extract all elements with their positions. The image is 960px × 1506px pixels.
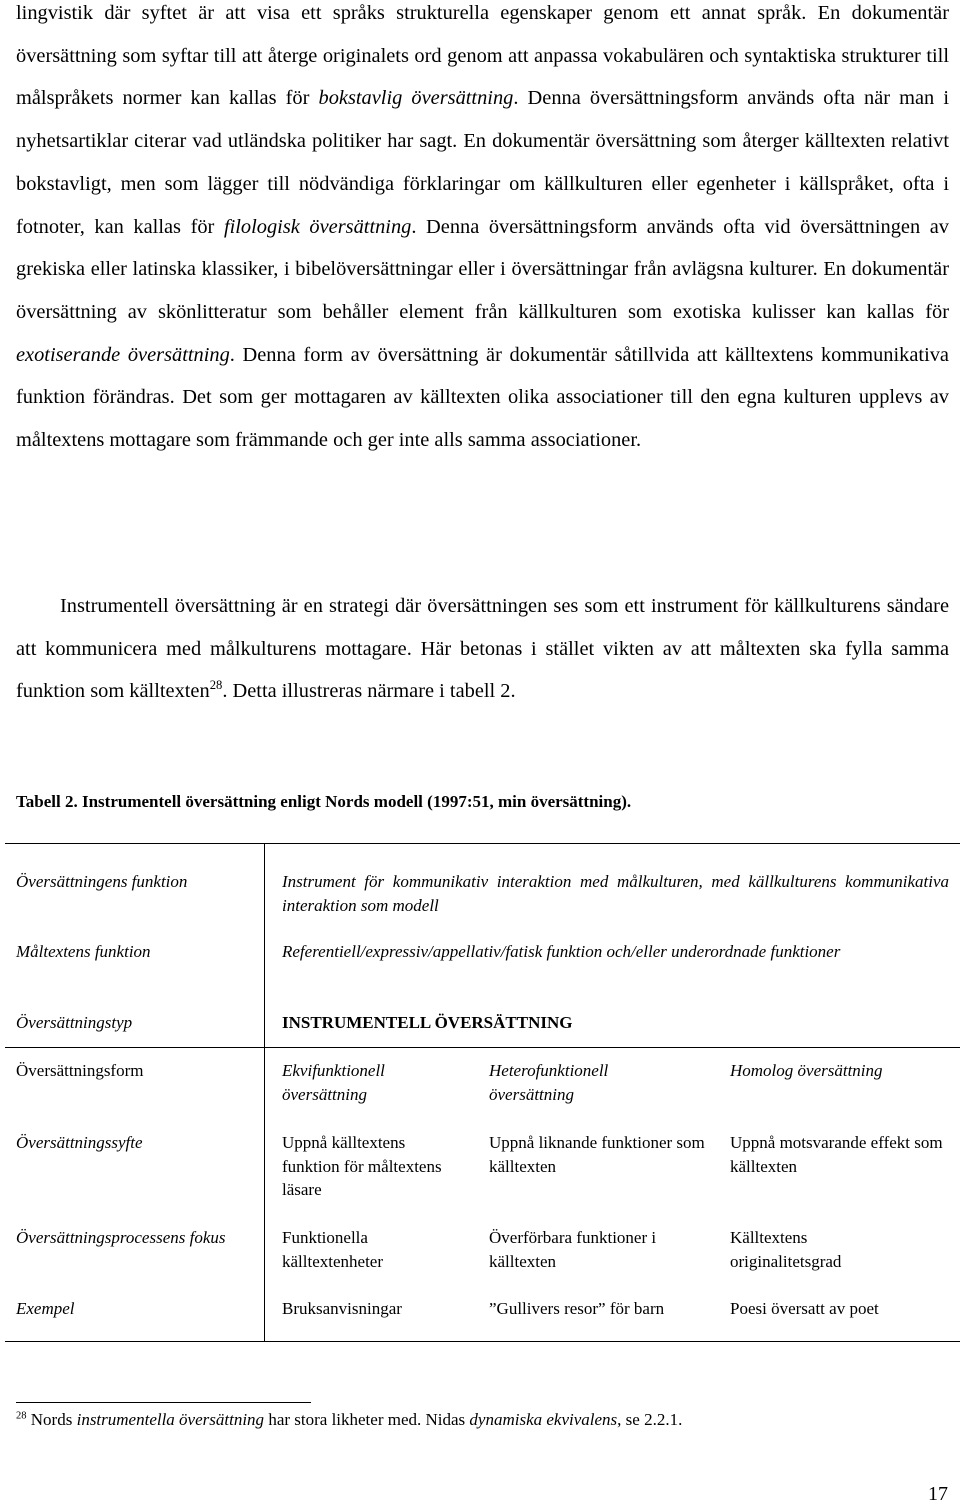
paragraph-1-text: . Denna översättningsform används ofta när man i nyhetsartiklar citerar vad utländska politiker har sagt. En dokumentär översättning som återger källtexten relativt bokstavligt, men som lägger till nödvändiga förklaringar om källkulturen eller egenheter i källspråket, ofta i fotnoter, kan kallas för (16, 87, 949, 238)
italic-term: bokstavlig översättning (318, 87, 514, 110)
row-label-process-focus: Översättningsprocessens fokus (16, 1228, 226, 1247)
row-label-target-function: Måltextens funktion (16, 942, 151, 961)
table-column-divider (264, 843, 265, 1342)
form-equifunctional: Ekvifunktionell översättning (282, 1061, 385, 1104)
italic-term: filologisk översättning (223, 215, 412, 238)
focus-homologous: Källtextens originalitetsgrad (730, 1228, 842, 1271)
example-homologous: Poesi översatt av poet (730, 1299, 879, 1318)
form-homologous: Homolog översättning (730, 1061, 883, 1080)
footnote-reference[interactable]: 28 (209, 678, 223, 693)
table-top-border (5, 843, 960, 844)
example-heterofunctional: ”Gullivers resor” för barn (489, 1299, 665, 1318)
paragraph-1-text: . Denna översättningsform används ofta vid översättningen av grekiska eller latinska klassiker, i bibelöversättningar eller i översättningar från avlägsna kulturer. En dokumentär översättning av skönlitteratur som behåller element från källkulturen som exotiska kulisser kan kallas för (16, 215, 949, 323)
body-paragraph-1 (16, 0, 949, 462)
footnote-number: 28 (16, 1410, 27, 1422)
row-label-function: Översättningens funktion (16, 872, 188, 891)
footnote-28 (16, 1408, 949, 1432)
paragraph-1-text: . Denna form av översättning är dokumentär såtillvida att källtextens kommunikativa funktion förändras. Det som ger mottagaren av källtexten olika associationer till den egna kulturen upplevs av måltextens mottagare som främmande och ger inte alls samma associationer. (16, 343, 949, 452)
row-label-example: Exempel (16, 1299, 75, 1318)
purpose-heterofunctional: Uppnå liknande funktioner som källtexten (489, 1133, 705, 1176)
row-label-translation-type: Översättningstyp (16, 1013, 133, 1032)
focus-equifunctional: Funktionella källtextenheter (282, 1228, 384, 1271)
page-number: 17 (928, 1483, 948, 1505)
footnote-text-start: Nords (26, 1410, 77, 1429)
footnote-term-1: instrumentella översättning (76, 1410, 265, 1429)
row-label-purpose: Översättningssyfte (16, 1133, 143, 1152)
footnote-term-2: dynamiska ekvivalens (469, 1410, 618, 1429)
paragraph-1-text: lingvistik där syftet är att visa ett språks strukturella egenskaper genom ett annat språk. En dokumentär översättning som syftar till att återge originalets ord genom att anpassa vokabulären och syntaktiska strukturer till målspråkets normer kan kallas för (16, 2, 949, 110)
table-caption: Tabell 2. Instrumentell översättning enligt Nords modell (1997:51, min översättning). (16, 792, 632, 811)
example-equifunctional: Bruksanvisningar (282, 1299, 402, 1318)
form-heterofunctional: Heterofunktionell översättning (489, 1061, 609, 1104)
italic-term: exotiserande översättning (16, 343, 230, 366)
row-value-target-function: Referentiell/expressiv/appellativ/fatisk funktion och/eller underordnade funktioner (282, 942, 841, 961)
purpose-homologous: Uppnå motsvarande effekt som källtexten (730, 1133, 943, 1176)
paragraph-2-text: Instrumentell översättning är en strategi där översättningen ses som ett instrument för källkulturens sändare att kommunicera med målkulturens mottagare. Här betonas i stället vikten av att måltexten ska fylla samma funktion som källtexten (16, 595, 949, 703)
footnote-separator (16, 1402, 311, 1403)
row-label-translation-form: Översättningsform (16, 1061, 144, 1080)
row-value-function: Instrument för kommunikativ interaktion med målkulturen, med källkulturens kommunikativa interaktion som modell (282, 872, 949, 915)
footnote-text-end: , se 2.2.1. (617, 1410, 683, 1429)
body-paragraph-2 (16, 585, 949, 713)
footnote-text-middle: har stora likheter med. Nidas (264, 1410, 470, 1429)
row-value-translation-type: INSTRUMENTELL ÖVERSÄTTNING (282, 1013, 573, 1032)
purpose-equifunctional: Uppnå källtextens funktion för måltextens läsare (282, 1133, 442, 1199)
focus-heterofunctional: Överförbara funktioner i källtexten (489, 1228, 657, 1271)
table-bottom-border (5, 1341, 960, 1342)
table-row-divider (5, 1047, 960, 1048)
paragraph-2-end: . Detta illustreras närmare i tabell 2. (222, 680, 516, 703)
